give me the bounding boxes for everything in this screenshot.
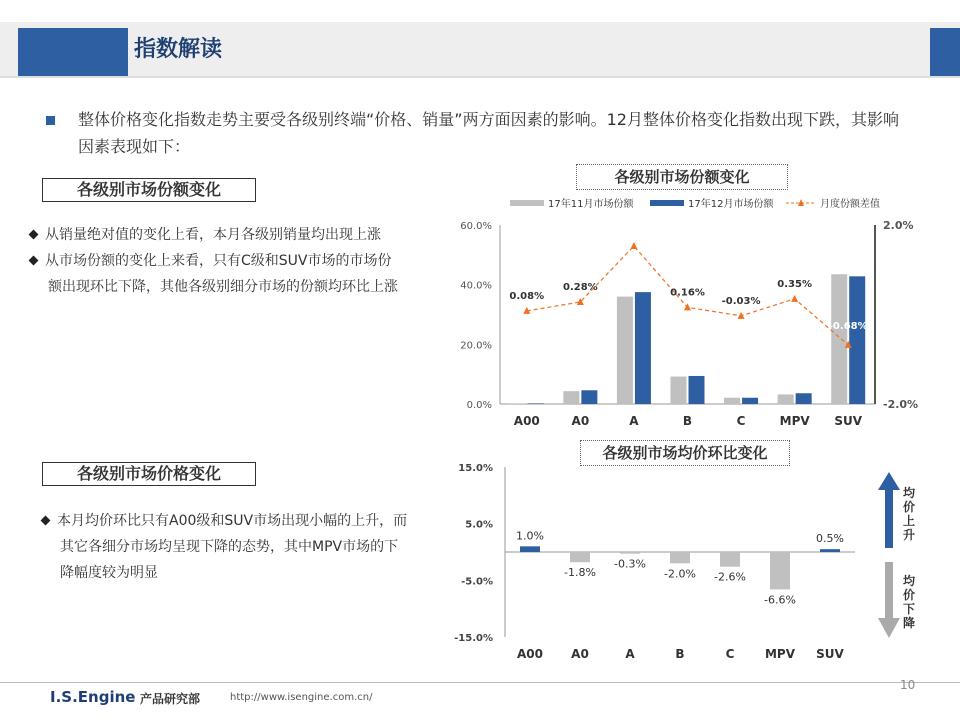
up-arrow-label: 均价上升 xyxy=(903,486,916,542)
footer-department: 产品研究部 xyxy=(140,692,201,706)
section1-title: 各级别市场份额变化 xyxy=(42,178,256,202)
bar xyxy=(528,403,544,404)
market-share-chart xyxy=(440,190,930,435)
footer-divider xyxy=(0,682,960,683)
legend-swatch xyxy=(510,200,544,206)
x-tick-label: A0 xyxy=(571,414,590,428)
bar xyxy=(617,297,633,404)
bar xyxy=(671,377,687,404)
section2-title: 各级别市场价格变化 xyxy=(42,462,256,486)
data-label: 0.16% xyxy=(670,287,705,299)
diamond-bullet-icon xyxy=(29,230,39,240)
data-label: -2.6% xyxy=(714,570,746,584)
data-label: -0.3% xyxy=(614,557,646,571)
data-label: 0.28% xyxy=(563,281,598,293)
bar xyxy=(849,276,865,404)
y-tick-label: 5.0% xyxy=(465,519,493,531)
section1-bullets xyxy=(30,222,400,300)
x-tick-label: A0 xyxy=(571,647,589,661)
x-tick-label: B xyxy=(682,414,693,428)
x-tick-label: SUV xyxy=(834,414,863,428)
bar xyxy=(581,390,597,404)
down-arrow-icon xyxy=(878,562,900,638)
bar xyxy=(724,398,740,404)
chart1-title: 各级别市场份额变化 xyxy=(576,164,788,190)
data-label: -0.68% xyxy=(828,320,868,332)
line-point xyxy=(630,242,637,249)
bar xyxy=(635,292,651,404)
data-label: -1.8% xyxy=(564,566,596,580)
down-arrow-label: 均价下降 xyxy=(903,574,916,630)
x-tick-label: MPV xyxy=(764,647,796,661)
diamond-bullet-icon xyxy=(29,256,39,266)
bar xyxy=(742,398,758,404)
list-item: 从市场份额的变化上来看，只有C级和SUV市场的市场份额出现环比下降，其他各级别细分市场的份额均环比上涨 xyxy=(30,248,400,300)
bar xyxy=(670,552,690,563)
y-tick-label: 40.0% xyxy=(460,280,492,292)
legend-label: 17年12月市场份额 xyxy=(688,199,774,210)
data-label: -6.6% xyxy=(764,593,796,607)
bar xyxy=(770,552,790,589)
header-accent-left xyxy=(18,28,128,76)
price-change-chart xyxy=(440,455,860,670)
x-tick-label: A00 xyxy=(517,647,543,661)
x-tick-label: C xyxy=(736,414,746,428)
legend-label: 17年11月市场份额 xyxy=(548,199,634,210)
line-point xyxy=(684,303,691,310)
list-item: 从销量绝对值的变化上看，本月各级别销量均出现上涨 xyxy=(30,222,400,248)
y-tick-label: -5.0% xyxy=(461,576,493,588)
diamond-bullet-icon xyxy=(41,516,51,526)
bar xyxy=(820,549,840,552)
header-accent-right xyxy=(930,28,960,76)
data-label: -0.03% xyxy=(721,295,761,307)
bar xyxy=(720,552,740,567)
data-label: 0.5% xyxy=(816,532,844,546)
data-label: 0.08% xyxy=(509,290,545,302)
bar xyxy=(796,393,812,404)
y-tick-label: 60.0% xyxy=(460,221,492,232)
legend-label: 月度份额差值 xyxy=(820,199,880,210)
y-tick-label: 15.0% xyxy=(458,463,493,474)
y-tick-label: 20.0% xyxy=(460,340,492,352)
intro-bullet-icon xyxy=(46,116,55,125)
intro-text: 整体价格变化指数走势主要受各级别终端“价格、销量”两方面因素的影响。12月整体价格变化指数出现下跌，其影响因素表现如下： xyxy=(78,110,899,156)
data-label: -2.0% xyxy=(664,567,696,581)
x-tick-label: MPV xyxy=(779,414,810,428)
y-tick-label: 0.0% xyxy=(466,400,492,411)
legend-swatch xyxy=(650,200,684,206)
x-tick-label: B xyxy=(675,647,685,661)
y2-tick-label: -2.0% xyxy=(883,398,919,411)
x-tick-label: A xyxy=(629,414,639,428)
bar xyxy=(570,552,590,562)
bar xyxy=(563,391,579,404)
page-number: 10 xyxy=(900,678,916,692)
bar xyxy=(778,394,794,404)
bar xyxy=(620,552,640,554)
bar xyxy=(520,546,540,552)
section2-bullets xyxy=(42,508,412,586)
y2-tick-label: 2.0% xyxy=(883,219,914,232)
x-tick-label: A xyxy=(625,647,635,661)
data-label: 1.0% xyxy=(516,529,544,543)
footer-url[interactable]: http://www.isengine.com.cn/ xyxy=(230,692,373,703)
x-tick-label: C xyxy=(725,647,735,661)
page-title: 指数解读 xyxy=(134,37,223,62)
x-tick-label: A00 xyxy=(513,414,540,428)
header-divider xyxy=(0,76,960,78)
y-tick-label: -15.0% xyxy=(454,633,493,644)
footer-brand: I.S.Engine xyxy=(50,688,136,706)
bar xyxy=(831,274,847,404)
up-arrow-icon xyxy=(878,472,900,548)
x-tick-label: SUV xyxy=(816,647,844,661)
data-label: 0.35% xyxy=(777,278,812,290)
line-point xyxy=(791,295,798,302)
chart2-title: 各级别市场均价环比变化 xyxy=(580,440,790,466)
list-item: 本月均价环比只有A00级和SUV市场出现小幅的上升，而其它各细分市场均呈现下降的态势，其中MPV市场的下降幅度较为明显 xyxy=(42,508,412,586)
bar xyxy=(689,376,705,404)
